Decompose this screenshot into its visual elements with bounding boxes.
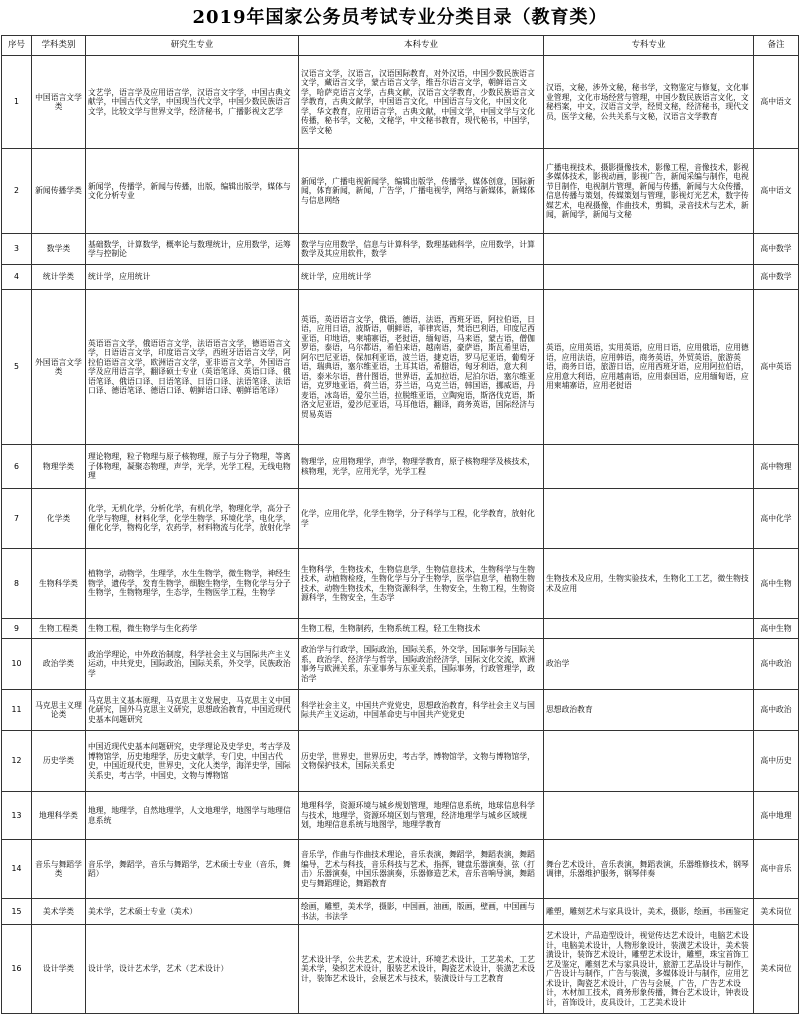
graduate-majors-cell: 植物学，动物学，生理学，水生生物学，微生物学，神经生物学，遗传学，发育生物学，细胞生物学，生物化学与分子生物学，生物物理学，生态学，生物医学工程，生物学 — [86, 549, 299, 619]
table-row — [2, 619, 799, 639]
row-number: 8 — [2, 549, 32, 619]
undergraduate-majors-cell: 政治学与行政学，国际政治，国际关系，外交学，国际事务与国际关系，政治学、经济学与哲学，国际政治经济学，国际文化交流，欧洲事务与欧洲关系，东亚事务与东亚关系，国际事务，行政管理学，政治学 — [299, 639, 544, 690]
undergraduate-majors-cell: 化学，应用化学，化学生物学，分子科学与工程，化学教育，放射化学 — [299, 489, 544, 549]
category-cell: 历史学类 — [32, 731, 86, 792]
undergraduate-majors-cell: 历史学，世界史，世界历史，考古学，博物馆学，文物与博物馆学，文物保护技术，国际关系史 — [299, 731, 544, 792]
undergraduate-majors-cell: 新闻学，广播电视新闻学，编辑出版学，传播学，媒体创意，国际新闻，体育新闻，新闻，广告学，广播电视学，网络与新媒体，新媒体与信息网络 — [299, 149, 544, 234]
graduate-majors-cell: 设计学，设计艺术学，艺术（艺术设计） — [86, 925, 299, 1014]
category-cell: 生物工程类 — [32, 619, 86, 639]
graduate-majors-cell: 地理，地理学，自然地理学，人文地理学，地图学与地理信息系统 — [86, 792, 299, 840]
vocational-majors-cell: 生物技术及应用，生物实验技术，生物化工工艺，微生物技术及应用 — [544, 549, 754, 619]
graduate-majors-cell: 新闻学，传播学，新闻与传播，出版，编辑出版学，媒体与文化分析专业 — [86, 149, 299, 234]
table-row — [2, 489, 799, 549]
undergraduate-majors-cell: 艺术设计学，公共艺术，艺术设计，环境艺术设计，工艺美术，工艺美术学，染织艺术设计，服装艺术设计，陶瓷艺术设计，装潢艺术设计，装饰艺术设计，会展艺术与技术，装潢设计与工艺教育 — [299, 925, 544, 1014]
row-number: 16 — [2, 925, 32, 1014]
note-cell: 高中物理 — [754, 445, 799, 489]
undergraduate-majors-cell: 物理学，应用物理学，声学，物理学教育，原子核物理学及核技术，核物理，光学，应用光学，光学工程 — [299, 445, 544, 489]
graduate-majors-cell: 理论物理，粒子物理与原子核物理，原子与分子物理，等离子体物理，凝聚态物理，声学，光学，光学工程，无线电物理 — [86, 445, 299, 489]
table-row — [2, 149, 799, 234]
vocational-majors-cell — [544, 792, 754, 840]
note-cell: 高中数学 — [754, 234, 799, 265]
table-row — [2, 690, 799, 731]
category-cell: 化学类 — [32, 489, 86, 549]
undergraduate-majors-cell: 统计学，应用统计学 — [299, 265, 544, 290]
table-row — [2, 840, 799, 899]
row-number: 10 — [2, 639, 32, 690]
note-cell: 高中数学 — [754, 265, 799, 290]
vocational-majors-cell: 艺术设计，产品造型设计，视觉传达艺术设计，电脑艺术设计，电脑美术设计，人物形象设计，装潢艺术设计，美术装潢设计，装饰艺术设计，雕塑艺术设计，雕塑，珠宝首饰工艺及鉴定，雕刻艺术与家具设计，旅游工艺品设计与制作，广告设计与制作，广告与装潢，多媒体设计与制作，应用艺术设计，陶瓷艺术设计，广告与会展，广告，广告艺术设计，木材加工技术，商务形象传播，舞台艺术设计，钟表设计，首饰设计，皮具设计，工艺美术设计 — [544, 925, 754, 1014]
vocational-majors-cell: 广播电视技术，摄影摄像技术，影像工程，音像技术，影视多媒体技术，影视动画，影视广告，新闻采编与制作，电视节目制作，电视制片管理，新闻与传播，新闻与大众传播，信息传播与策划，传媒策划与管理，影视灯光艺术，数字传媒艺术，电视摄像，作曲技术，剪辑，录音技术与艺术，新闻，新闻学，新闻与文秘 — [544, 149, 754, 234]
graduate-majors-cell: 政治学理论，中外政治制度，科学社会主义与国际共产主义运动，中共党史，国际政治，国际关系，外交学，民族政治学 — [86, 639, 299, 690]
vocational-majors-cell: 思想政治教育 — [544, 690, 754, 731]
row-number: 4 — [2, 265, 32, 290]
row-number: 5 — [2, 290, 32, 445]
table-row — [2, 445, 799, 489]
row-number: 13 — [2, 792, 32, 840]
undergraduate-majors-cell: 绘画，雕塑，美术学，摄影，中国画，油画，版画，壁画，中国画与书法，书法学 — [299, 899, 544, 925]
note-cell: 高中政治 — [754, 639, 799, 690]
graduate-majors-cell: 音乐学，舞蹈学，音乐与舞蹈学，艺术硕士专业（音乐，舞蹈） — [86, 840, 299, 899]
category-cell: 音乐与舞蹈学类 — [32, 840, 86, 899]
category-cell: 物理学类 — [32, 445, 86, 489]
category-cell: 中国语言文学类 — [32, 56, 86, 149]
row-number: 2 — [2, 149, 32, 234]
header-vocational: 专科专业 — [544, 36, 754, 56]
row-number: 1 — [2, 56, 32, 149]
table-row — [2, 234, 799, 265]
page-title: 2019年国家公务员考试专业分类目录（教育类） — [192, 7, 608, 28]
header-graduate: 研究生专业 — [86, 36, 299, 56]
header-undergraduate: 本科专业 — [299, 36, 544, 56]
vocational-majors-cell: 汉语，文秘，涉外文秘，秘书学，文物鉴定与修复，文化事业管理，文化市场经营与管理，中国少数民族语言文化，文秘档案，中文，汉语言文学，经贸文秘，经济秘书，现代文员，医学文秘，公共关系与文秘，汉语言文学教育 — [544, 56, 754, 149]
note-cell: 高中生物 — [754, 549, 799, 619]
row-number: 12 — [2, 731, 32, 792]
table-row — [2, 899, 799, 925]
vocational-majors-cell: 英语，应用英语，实用英语，应用日语，应用俄语，应用德语，应用法语，应用韩语，商务英语，外贸英语，旅游英语，商务日语，旅游日语，应用西班牙语，应用阿拉伯语，应用意大利语，应用越南语，应用泰国语，应用缅甸语，应用柬埔寨语，应用老挝语 — [544, 290, 754, 445]
table-row — [2, 639, 799, 690]
graduate-majors-cell: 统计学，应用统计 — [86, 265, 299, 290]
table-row — [2, 792, 799, 840]
graduate-majors-cell: 化学，无机化学，分析化学，有机化学，物理化学，高分子化学与物理，材料化学，化学生物学，环境化学，电化学，催化化学，物构化学，农药学，材料物流与化学，放射化学 — [86, 489, 299, 549]
note-cell: 高中化学 — [754, 489, 799, 549]
vocational-majors-cell — [544, 234, 754, 265]
category-cell: 地理科学类 — [32, 792, 86, 840]
header-category: 学科类别 — [32, 36, 86, 56]
graduate-majors-cell: 英语语言文学，俄语语言文学，法语语言文学，德语语言文学，日语语言文学，印度语言文学，西班牙语语言文学，阿拉伯语语言文学，欧洲语言文学，亚非语言文学，外国语言学及应用语言学，翻译硕士专业（英语笔译、英语口译、俄语笔译、俄语口译、日语笔译、日语口译、法语笔译、法语口译、德语笔译、德语口译、朝鲜语口译、朝鲜语笔译） — [86, 290, 299, 445]
vocational-majors-cell — [544, 731, 754, 792]
row-number: 15 — [2, 899, 32, 925]
graduate-majors-cell: 马克思主义基本原理，马克思主义发展史，马克思主义中国化研究，国外马克思主义研究，思想政治教育，中国近现代史基本问题研究 — [86, 690, 299, 731]
vocational-majors-cell — [544, 265, 754, 290]
note-cell: 美术岗位 — [754, 925, 799, 1014]
note-cell: 高中地理 — [754, 792, 799, 840]
table-row — [2, 265, 799, 290]
undergraduate-majors-cell: 英语，英语语言文学，俄语，德语，法语，西班牙语，阿拉伯语，日语，应用日语，波斯语，朝鲜语，菲律宾语，梵语巴利语，印度尼西亚语，印地语，柬埔寨语，老挝语，缅甸语，马来语，蒙古语，僧伽罗语，泰语，乌尔都语，希伯来语，越南语，豪萨语，斯瓦希里语，阿尔巴尼亚语，保加利亚语，波兰语，捷克语，罗马尼亚语，葡萄牙语，瑞典语，塞尔维亚语，土耳其语，希腊语，匈牙利语，意大利语，泰米尔语，普什图语，世界语，孟加拉语，尼泊尔语，塞尔维亚语，克罗地亚语，荷兰语，芬兰语，乌克兰语，韩国语，挪威语，丹麦语，冰岛语，爱尔兰语，拉脱维亚语，立陶宛语，斯洛伐克语，斯洛文尼亚语，爱沙尼亚语，马耳他语，翻译，商务英语，国际经济与贸易英语 — [299, 290, 544, 445]
category-cell: 外国语言文学类 — [32, 290, 86, 445]
undergraduate-majors-cell: 地理科学，资源环境与城乡规划管理，地理信息系统，地球信息科学与技术，地理学，资源环境区划与管理，经济地理学与城乡区域规划，地理信息系统与地图学，地理学教育 — [299, 792, 544, 840]
row-number: 6 — [2, 445, 32, 489]
table-row — [2, 56, 799, 149]
category-cell: 美术学类 — [32, 899, 86, 925]
note-cell: 高中语文 — [754, 56, 799, 149]
vocational-majors-cell — [544, 489, 754, 549]
category-cell: 生物科学类 — [32, 549, 86, 619]
row-number: 9 — [2, 619, 32, 639]
graduate-majors-cell: 基础数学，计算数学，概率论与数理统计，应用数学，运筹学与控制论 — [86, 234, 299, 265]
table-header-row — [2, 36, 799, 56]
undergraduate-majors-cell: 汉语言文学，汉语言，汉语国际教育，对外汉语，中国少数民族语言文学，藏语言文学，蒙古语言文学，维吾尔语言文学，朝鲜语言文学，哈萨克语言文学，古典文献，汉语言文学教育，少数民族语言文学教育，古典文献学，中国语言文化，中国语言与文化，中国文化学，华文教育，应用语言学，古典文献，中国文学，中国文学与文化传播，秘书学，文秘，文秘学，中文秘书教育，现代秘书，中国学，医学文秘 — [299, 56, 544, 149]
undergraduate-majors-cell: 音乐学，作曲与作曲技术理论，音乐表演，舞蹈学，舞蹈表演，舞蹈编导，艺术与科技，音乐科技与艺术，指挥，键盘乐器演奏，弦（打击）乐器演奏，中国乐器演奏，乐器修造艺术，音乐音响导演，舞蹈史与舞蹈理论，舞蹈教育 — [299, 840, 544, 899]
undergraduate-majors-cell: 生物工程，生物制药，生物系统工程，轻工生物技术 — [299, 619, 544, 639]
vocational-majors-cell — [544, 619, 754, 639]
row-number: 7 — [2, 489, 32, 549]
category-cell: 统计学类 — [32, 265, 86, 290]
graduate-majors-cell: 生物工程，微生物学与生化药学 — [86, 619, 299, 639]
category-cell: 新闻传播学类 — [32, 149, 86, 234]
header-note: 备注 — [754, 36, 799, 56]
vocational-majors-cell: 政治学 — [544, 639, 754, 690]
note-cell: 高中语文 — [754, 149, 799, 234]
vocational-majors-cell: 雕塑，雕刻艺术与家具设计，美术，摄影，绘画，书画鉴定 — [544, 899, 754, 925]
undergraduate-majors-cell: 科学社会主义，中国共产党党史，思想政治教育，科学社会主义与国际共产主义运动，中国革命史与中国共产党党史 — [299, 690, 544, 731]
table-row — [2, 731, 799, 792]
vocational-majors-cell — [544, 445, 754, 489]
category-cell: 马克思主义理论类 — [32, 690, 86, 731]
graduate-majors-cell: 中国近现代史基本问题研究，史学理论及史学史，考古学及博物馆学，历史地理学，历史文献学，专门史，中国古代史，中国近现代史，世界史，文化人类学，海洋史学，国际关系史，考古学，中国史，文物与博物馆 — [86, 731, 299, 792]
note-cell: 美术岗位 — [754, 899, 799, 925]
row-number: 14 — [2, 840, 32, 899]
graduate-majors-cell: 文艺学，语言学及应用语言学，汉语言文字学，中国古典文献学，中国古代文学，中国现当代文学，中国少数民族语言文学，比较文学与世界文学，经济秘书，广播影视文艺学 — [86, 56, 299, 149]
undergraduate-majors-cell: 生物科学，生物技术，生物信息学，生物信息技术，生物科学与生物技术，动植物检疫，生物化学与分子生物学，医学信息学，植物生物技术，动物生物技术，生物资源科学，生物安全，生物工程，生物资源科学，生物安全，生态学 — [299, 549, 544, 619]
category-cell: 数学类 — [32, 234, 86, 265]
row-number: 11 — [2, 690, 32, 731]
note-cell: 高中历史 — [754, 731, 799, 792]
header-no: 序号 — [2, 36, 32, 56]
note-cell: 高中生物 — [754, 619, 799, 639]
table-row — [2, 925, 799, 1014]
category-cell: 政治学类 — [32, 639, 86, 690]
row-number: 3 — [2, 234, 32, 265]
category-cell: 设计学类 — [32, 925, 86, 1014]
note-cell: 高中音乐 — [754, 840, 799, 899]
catalog-table — [1, 35, 799, 1014]
undergraduate-majors-cell: 数学与应用数学，信息与计算科学，数理基础科学，应用数学，计算数学及其应用软件，数学 — [299, 234, 544, 265]
note-cell: 高中英语 — [754, 290, 799, 445]
table-row — [2, 549, 799, 619]
vocational-majors-cell: 舞台艺术设计，音乐表演，舞蹈表演，乐器维修技术，钢琴调律，乐器维护服务，钢琴伴奏 — [544, 840, 754, 899]
note-cell: 高中政治 — [754, 690, 799, 731]
table-row — [2, 290, 799, 445]
graduate-majors-cell: 美术学，艺术硕士专业（美术） — [86, 899, 299, 925]
